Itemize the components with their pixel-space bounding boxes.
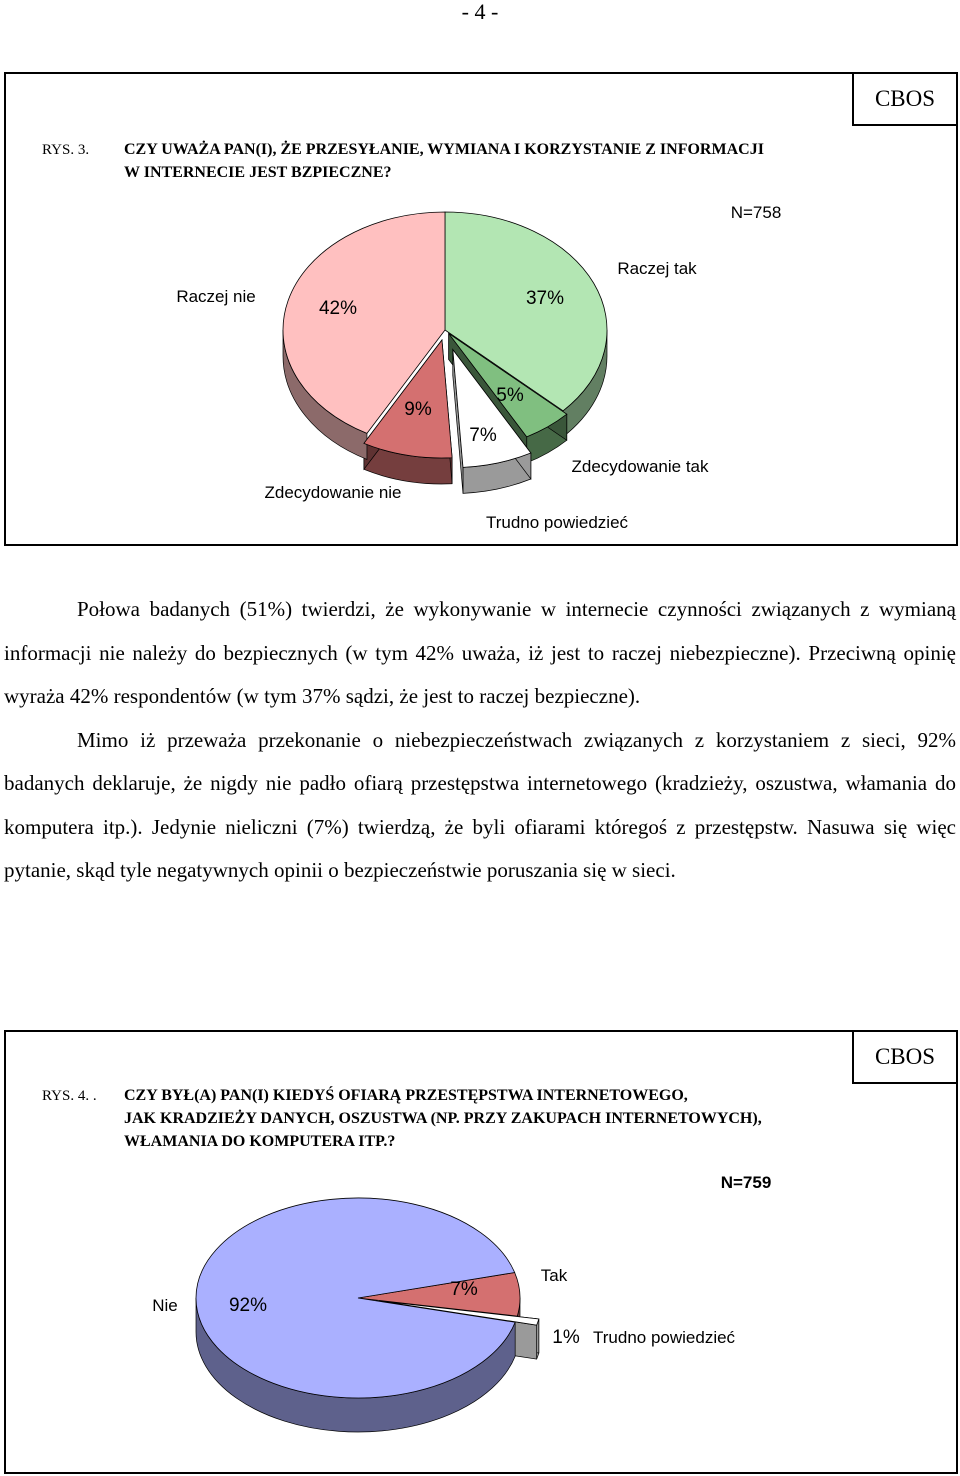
sample-size: N=758: [730, 203, 782, 222]
question-line: CZY UWAŻA PAN(I), ŻE PRZESYŁANIE, WYMIANA I KORZYSTANIE Z INFORMACJI: [124, 141, 764, 158]
category-label: Raczej nie: [176, 287, 256, 306]
category-label: Zdecydowanie tak: [571, 457, 709, 476]
question-line: WŁAMANIA DO KOMPUTERA ITP.?: [124, 1133, 396, 1150]
data-label: 7%: [450, 1279, 478, 1300]
data-label: 5%: [496, 385, 524, 406]
category-label: Zdecydowanie nie: [264, 483, 402, 502]
data-label: 92%: [228, 1295, 268, 1316]
question-line: JAK KRADZIEŻY DANYCH, OSZUSTWA (NP. PRZY ZAKUPACH INTERNETOWYCH),: [124, 1110, 762, 1127]
figure-label: RYS. 4. .: [42, 1088, 97, 1104]
data-label: 42%: [318, 298, 358, 319]
cbos-badge: CBOS: [852, 1032, 956, 1084]
sample-size: N=759: [720, 1173, 772, 1192]
category-label: Nie: [152, 1296, 178, 1315]
category-label: Tak: [540, 1266, 568, 1285]
data-label: 7%: [469, 425, 497, 446]
category-label: Trudno powiedzieć: [593, 1328, 736, 1347]
data-label: 37%: [525, 288, 565, 309]
cbos-badge: CBOS: [852, 74, 956, 126]
category-label: Trudno powiedzieć: [485, 513, 629, 532]
paragraph: Połowa badanych (51%) twierdzi, że wykonywanie w internecie czynności związanych z wymianą informacji nie należy do bezpiecznych (w tym 42% uważa, iż jest to raczej niebezpieczne). Przeciwną opinię wyraża 42% respondentów (w tym 37% sądzi, że jest to raczej bezpieczne).: [4, 597, 956, 708]
data-label: 1%: [552, 1327, 580, 1348]
data-label: 9%: [404, 399, 432, 420]
category-label: Raczej tak: [617, 259, 697, 278]
page-number: - 4 -: [461, 0, 499, 24]
question-line: CZY BYŁ(A) PAN(I) KIEDYŚ OFIARĄ PRZESTĘPSTWA INTERNETOWEGO,: [124, 1087, 688, 1104]
figure-label: RYS. 3.: [42, 142, 90, 158]
paragraph: Mimo iż przeważa przekonanie o niebezpieczeństwach związanych z korzystaniem z sieci, 92% badanych deklaruje, że nigdy nie padło ofiarą przestępstwa internetowego (kradzieży, oszustwa, włamania do komputera itp.). Jedynie nieliczni (7%) twierdzą, że byli ofiarami któregoś z przestępstw. Nasuwa się więc pytanie, skąd tyle negatywnych opinii o bezpieczeństwie poruszania się w sieci.: [4, 727, 956, 882]
question-line: W INTERNECIE JEST BZPIECZNE?: [124, 164, 392, 181]
